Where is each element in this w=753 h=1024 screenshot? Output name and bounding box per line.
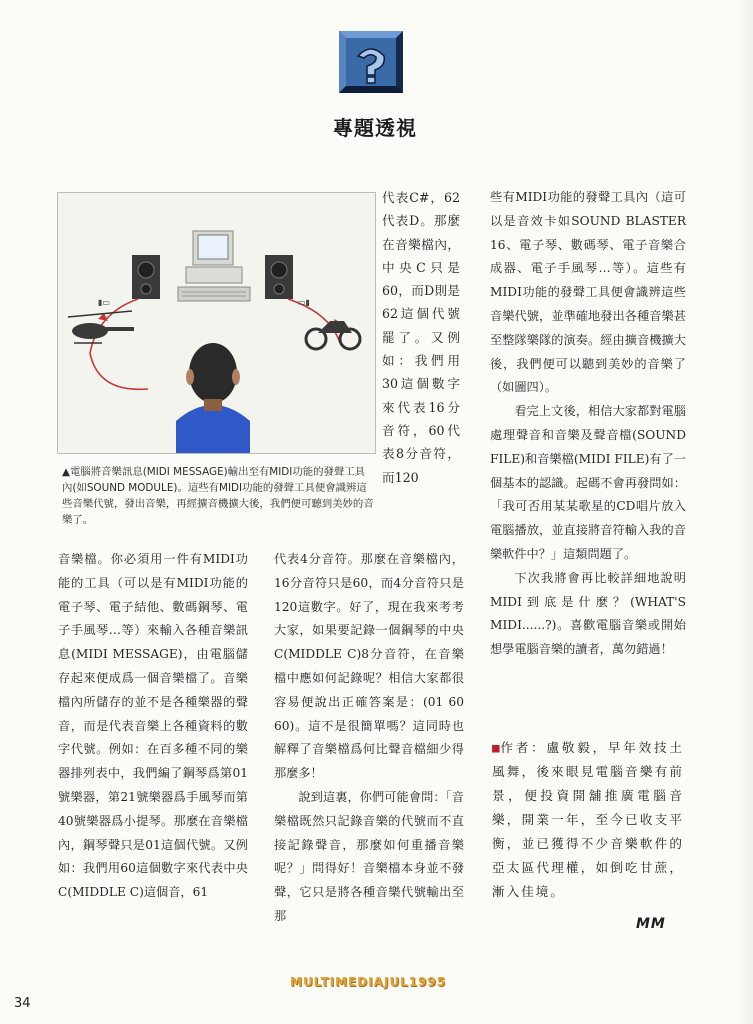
article-column-3 [490,186,686,662]
page-number: 34 [14,996,31,1011]
paragraph: 下次我將會再比較詳細地說明MIDI到底是什麼？(WHAT'S MIDI......?)。喜歡電腦音樂或開始想學電腦音樂的讀者，萬勿錯過！ [490,570,686,657]
speaker-icon-right [265,255,293,299]
page-edge-shadow [739,0,753,1024]
motorcycle-icon [306,321,360,349]
midi-diagram-figure [57,192,376,454]
paragraph: 代表C#，62代表D。那麼在音樂檔內，中央C只是60，而D則是62這個代號罷了。又例如：我們用30這個數字來代表16分音符，60代表8分音符，而120 [382,190,460,485]
computer-icon [178,231,250,301]
article-column-narrow [382,186,460,489]
svg-text:▮▭: ▮▭ [98,298,110,307]
figure-caption: ▲電腦將音樂訊息(MIDI MESSAGE)輸出至有MIDI功能的發聲工具內(如SOUND MODULE)。這些有MIDI功能的發聲工具便會識辨這些音樂代號，發出音樂，再經擴音機擴大後，我們便可聽到美妙的音樂了。 [62,466,374,526]
speaker-icon-left [132,255,160,299]
article-column-1 [58,548,248,905]
paragraph: 代表4分音符。那麼在音樂檔內，16分音符只是60，而4分音符只是120這數字。好了，現在我來考考大家，如果要記錄一個鋼琴的中央C(MIDDLE C)8分音符，在音樂檔中應如何記錄呢？相信大家都很容易便說出正確答案是：(01 60 60)。這不是很簡單嗎？這同時也解釋了音樂檔爲何比聲音檔細少得那麼多！ [274,552,464,781]
paragraph: 說到這裏，你們可能會問：「音樂檔既然只記錄音樂的代號而不直接記錄聲音，那麼如何重播音樂呢？」問得好！音樂檔本身並不發聲，它只是將各種音樂代號輸出至那 [274,789,464,923]
section-title: 專題透視 [333,116,417,140]
magazine-logo: MULTIMEDIAJUL1995 [290,975,447,989]
listener-head-icon [176,343,250,453]
paragraph: 音樂檔。你必須用一件有MIDI功能的工具（可以是有MIDI功能的電子琴、電子結他、數碼鋼琴、電子手風琴…等）來輸入各種音樂訊息(MIDI MESSAGE)，由電腦儲存起來便成爲一個音樂檔了。音樂檔內所儲存的並不是各種樂器的聲音，而是代表音樂上各種資料的數字代號。例如：在百多種不同的樂器排列表中，我們編了鋼琴爲第01號樂器，第21號樂器爲手風琴而第40號樂器爲小提琴。那麼在音樂檔內，鋼琴聲只是01這個代號。又例如：我們用60這個數字來代表中央C(MIDDLE C)這個音，61 [58,552,248,900]
question-mark-tile-icon [338,30,404,94]
helicopter-icon [68,311,134,343]
author-bio [492,736,684,904]
paragraph: 看完上文後，相信大家都對電腦處理聲音和音樂及聲音檔(SOUND FILE)和音樂檔(MIDI FILE)有了一個基本的認識。起碼不會再發問如：「我可否用某某歌星的CD唱片放入電腦播放，並直接將音符輸入我的音樂軟件中？」這類問題了。 [490,404,686,561]
bullet-square-icon: ■ [492,740,501,755]
author-bio-text: 作者：盧敬毅，早年效技土風舞，後來眼見電腦音樂有前景，便投資開舖推廣電腦音樂，開業一年，至今已收支平衡，並已獲得不少音樂軟件的亞太區代理權，如倒吃甘蔗，漸入佳境。 [492,740,684,899]
paragraph: 些有MIDI功能的發聲工具內（這可以是音效卡如SOUND BLASTER 16、電子琴、數碼琴、電子音樂合成器、電子手風琴…等）。這些有MIDI功能的發聲工具便會識辨這些音樂代號，並準確地發出各種音樂甚至整隊樂隊的演奏。經由擴音機擴大後，我們便可以聽到美妙的音樂了（如圖四）。 [490,190,686,395]
article-column-2 [274,548,464,929]
svg-text:▭▮: ▭▮ [298,298,310,307]
signature-mark: MM [636,916,666,932]
